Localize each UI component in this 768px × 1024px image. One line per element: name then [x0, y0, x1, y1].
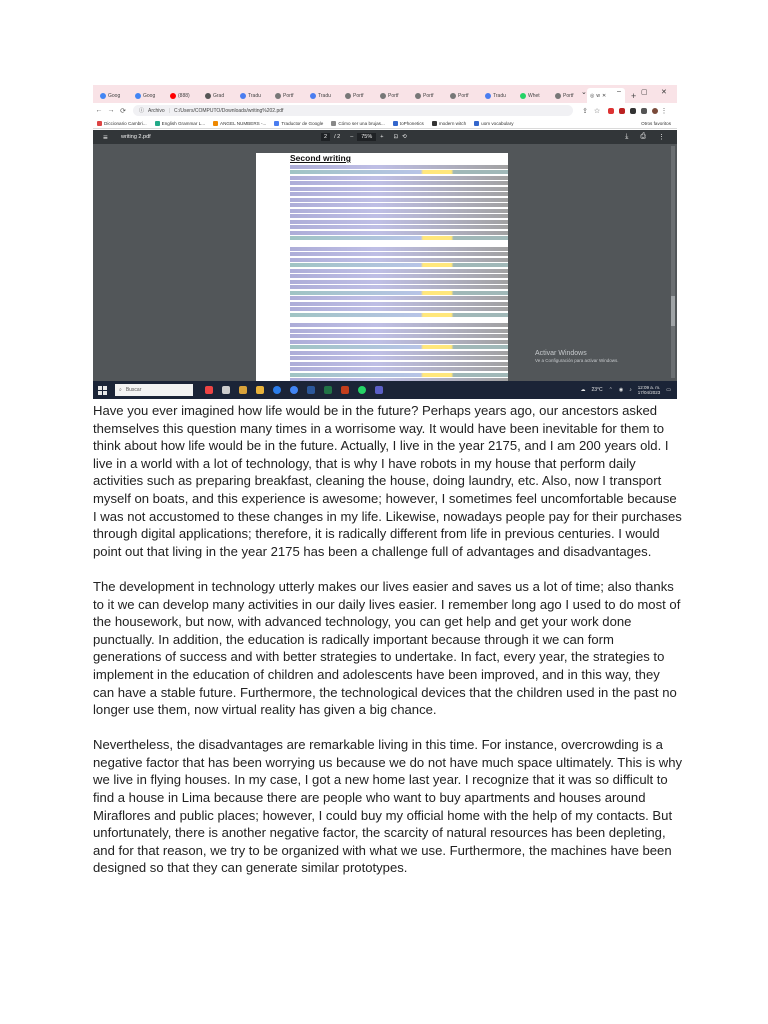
bookmark-item[interactable]	[432, 121, 466, 126]
tab-label: Grad	[213, 92, 225, 99]
pdf-text-line	[290, 340, 508, 344]
pdf-text-line	[290, 334, 508, 338]
tab-favicon-icon	[310, 93, 316, 99]
more-options-icon[interactable]: ⋮	[658, 134, 665, 141]
browser-tab[interactable]	[132, 88, 166, 103]
bookmark-label: Cómo ser una brujas...	[338, 120, 385, 126]
browser-tab[interactable]	[342, 88, 376, 103]
bookmark-favicon-icon	[432, 121, 437, 126]
new-tab-button[interactable]: +	[631, 91, 637, 101]
embedded-screenshot	[93, 85, 677, 399]
extension-red-icon[interactable]	[619, 108, 625, 114]
minimize-icon[interactable]: –	[617, 88, 621, 95]
bookmark-favicon-icon	[274, 121, 279, 126]
pdf-text-line	[290, 373, 508, 377]
bookmark-star-icon[interactable]: ☆	[593, 107, 601, 115]
pdf-text-line	[290, 165, 508, 169]
close-window-icon[interactable]: ✕	[661, 89, 667, 96]
watermark-title: Activar Windows	[535, 350, 587, 357]
pdf-text-line	[290, 236, 508, 240]
pdf-text-line	[290, 247, 508, 251]
bookmark-item[interactable]	[474, 121, 513, 126]
bookmark-favicon-icon	[97, 121, 102, 126]
notifications-icon[interactable]: ▭	[666, 387, 671, 393]
bookmark-favicon-icon	[474, 121, 479, 126]
pdf-paragraph-gap	[290, 240, 508, 245]
tab-label: (888)	[178, 92, 190, 99]
browser-tab[interactable]	[307, 88, 341, 103]
address-scheme: Archivo	[148, 107, 165, 114]
tab-favicon-icon	[135, 93, 141, 99]
bookmark-favicon-icon	[393, 121, 398, 126]
pdf-text-line	[290, 220, 508, 224]
extension-youtube-icon[interactable]	[608, 108, 614, 114]
tray-chevron-icon[interactable]: ⌃	[608, 387, 613, 393]
address-input[interactable]: ⓘ Archivo | C:/Users/COMPUTO/Downloads/writing%202.pdf	[133, 105, 573, 116]
pdf-text-line	[290, 329, 508, 333]
pdf-text-line	[290, 356, 508, 360]
task-view-icon[interactable]	[222, 386, 230, 394]
windows-taskbar	[93, 381, 677, 399]
network-icon[interactable]: ◉	[618, 387, 624, 393]
pdf-text-line	[290, 252, 508, 256]
tab-favicon-icon	[380, 93, 386, 99]
menu-kebab-icon[interactable]: ⋮	[660, 107, 668, 115]
bookmarks-bar	[93, 118, 677, 129]
bookmark-item[interactable]	[393, 121, 424, 126]
pdf-page-title: Second writing	[290, 153, 351, 163]
restore-icon[interactable]: ▢	[641, 89, 648, 96]
volume-icon[interactable]: ♪	[629, 387, 632, 393]
watermark-subtitle: Ve a Configuración para activar Windows.	[535, 358, 619, 363]
weather-icon[interactable]: ☁	[580, 387, 586, 393]
bookmark-label: ANGEL NUMBERS -...	[220, 120, 267, 126]
pdf-text-line	[290, 285, 508, 289]
bookmark-favicon-icon	[155, 121, 160, 126]
tab-label: Whet	[528, 92, 540, 99]
browser-tab[interactable]	[97, 88, 131, 103]
browser-tab[interactable]	[447, 88, 481, 103]
tab-favicon-icon	[520, 93, 526, 99]
forward-arrow-icon[interactable]: →	[107, 107, 115, 114]
pdf-text-line	[290, 225, 508, 229]
pdf-text-line	[290, 313, 508, 317]
taskbar-search-input[interactable]	[115, 384, 193, 396]
pdf-text-line	[290, 214, 508, 218]
pdf-text-line	[290, 367, 508, 371]
zoom-in-icon[interactable]: +	[380, 134, 384, 140]
taskbar-widget-icon[interactable]	[205, 386, 213, 394]
windows-start-icon[interactable]	[98, 386, 107, 395]
tab-favicon-icon	[100, 93, 106, 99]
teams-app-icon[interactable]	[375, 386, 383, 394]
hamburger-menu-icon[interactable]: ≡	[103, 132, 108, 142]
tab-favicon-icon	[275, 93, 281, 99]
pdf-paragraph-gap	[290, 317, 508, 322]
tab-favicon-icon	[170, 93, 176, 99]
essay-paragraph-1: Have you ever imagined how life would be in the future? Perhaps years ago, our ancestors asked themselves this question many times in a worrisome way. It would have been inevitable for them to think about how life would be in the future. Actually, I live in the year 2175, and I am 200 years old. I live in a world with a lot of technology, that is why I have robots in my house that perform daily activities such as preparing breakfast, cleaning the house, doing laundry, etc. Also, now I transport myself on boats, and this experience is awesome; however, I sometimes feel uncomfortable because I was not accustomed to these changes in my life. Likewise, nowadays people pay for their purchases through digital applications; therefore, it is radically different from life in previous centuries. I would point out that living in the year 2175 has been a challenge full of advantages and disadvantages.	[93, 403, 682, 559]
pdf-text-line	[290, 198, 508, 202]
excel-app-icon[interactable]	[324, 386, 332, 394]
powerpoint-app-icon[interactable]	[341, 386, 349, 394]
pdf-text-line	[290, 181, 508, 185]
taskbar-clock[interactable]	[638, 385, 661, 396]
pdf-toolbar	[93, 130, 677, 144]
bookmark-item[interactable]	[213, 121, 266, 126]
tab-search-chevron-icon[interactable]: ⌄	[581, 89, 587, 96]
tab-favicon-icon	[485, 93, 491, 99]
pdf-text-line	[290, 192, 508, 196]
address-bar-row	[93, 103, 677, 118]
tab-label: Portf	[283, 92, 294, 99]
pdf-text-line	[290, 170, 508, 174]
browser-tab[interactable]	[412, 88, 446, 103]
bookmark-label: modern witch	[438, 120, 467, 126]
tab-favicon-icon	[345, 93, 351, 99]
fit-page-icon[interactable]: ⊡	[393, 134, 399, 140]
address-path: C:/Users/COMPUTO/Downloads/writing%202.pdf	[174, 107, 284, 114]
pdf-text-line	[290, 362, 508, 366]
pdf-text-line	[290, 323, 508, 327]
pdf-text-line	[290, 187, 508, 191]
tab-label: Tradu	[248, 92, 261, 99]
tab-label: Portf	[458, 92, 469, 99]
word-app-icon[interactable]	[307, 386, 315, 394]
browser-tab[interactable]	[202, 88, 236, 103]
tab-favicon-icon	[450, 93, 456, 99]
tab-label: Tradu	[493, 92, 506, 99]
search-icon: ⌕	[119, 387, 122, 393]
edge-browser-icon[interactable]	[273, 386, 281, 394]
scrollbar-thumb[interactable]	[671, 296, 675, 326]
bookmark-item[interactable]	[97, 121, 147, 126]
weather-temperature[interactable]: 23°C	[591, 387, 603, 393]
pdf-text-line	[290, 351, 508, 355]
bookmark-label: English Grammar L...	[161, 120, 206, 126]
pdf-text-line	[290, 274, 508, 278]
zoom-level-input[interactable]: 75%	[357, 133, 376, 141]
bookmark-item[interactable]	[274, 121, 323, 126]
tab-favicon-icon	[205, 93, 211, 99]
download-icon[interactable]: ⤓	[625, 133, 629, 140]
tab-label: Goog	[143, 92, 156, 99]
globe-icon: ◎	[590, 92, 595, 99]
pdf-text-line	[290, 203, 508, 207]
pdf-text-line	[290, 269, 508, 273]
bookmark-item[interactable]	[155, 121, 205, 126]
browser-tab[interactable]	[167, 88, 201, 103]
back-arrow-icon[interactable]: ←	[95, 107, 103, 114]
pdf-text-line	[290, 345, 508, 349]
print-icon[interactable]: ⎙	[640, 133, 646, 140]
page-number-input[interactable]: 2	[321, 133, 330, 141]
other-bookmarks-folder[interactable]: Otros favoritos	[641, 120, 671, 126]
tab-label: Tradu	[318, 92, 331, 99]
side-panel-icon[interactable]	[641, 108, 647, 114]
bookmark-label: Traductor de Google	[281, 120, 324, 126]
taskbar-search-placeholder: Buscar	[125, 387, 142, 393]
pdf-viewer	[93, 130, 677, 381]
bookmark-label: toPhonetics	[399, 120, 424, 126]
reload-icon[interactable]: ⟳	[120, 107, 126, 115]
zoom-out-icon[interactable]: –	[350, 134, 354, 140]
browser-tab-strip	[93, 85, 677, 103]
pdf-file-name: writing 2.pdf	[121, 134, 151, 140]
pdf-page-text-block	[290, 165, 508, 382]
windows-activation-watermark	[535, 350, 619, 363]
folder-icon[interactable]	[256, 386, 264, 394]
tab-label: Portf	[563, 92, 574, 99]
tab-label: Portf	[423, 92, 434, 99]
active-tab-label: w	[596, 92, 600, 99]
extensions-puzzle-icon[interactable]	[630, 108, 636, 114]
clock-time: 12:09 a. m.	[637, 384, 661, 390]
info-icon: ⓘ	[139, 108, 145, 114]
tab-label: Goog	[108, 92, 121, 99]
pdf-page	[256, 153, 508, 381]
pdf-scrollbar[interactable]	[671, 146, 675, 378]
pdf-text-line	[290, 231, 508, 235]
essay-body	[93, 402, 683, 895]
browser-tab[interactable]	[517, 88, 551, 103]
browser-tab[interactable]	[272, 88, 306, 103]
pdf-text-line	[290, 280, 508, 284]
pdf-text-line	[290, 296, 508, 300]
tab-favicon-icon	[240, 93, 246, 99]
rotate-icon[interactable]: ⟲	[402, 134, 407, 140]
pdf-text-line	[290, 307, 508, 311]
browser-tab[interactable]	[482, 88, 516, 103]
close-tab-icon[interactable]: ✕	[602, 92, 607, 99]
bookmark-label: Diccionario Cambri...	[104, 120, 147, 126]
pdf-text-line	[290, 258, 508, 262]
file-explorer-icon[interactable]	[239, 386, 247, 394]
tab-label: Portf	[353, 92, 364, 99]
bookmark-item[interactable]	[331, 121, 384, 126]
clock-date: 17/04/2023	[637, 390, 661, 395]
pdf-text-line	[290, 291, 508, 295]
page-total: / 2	[334, 134, 341, 140]
tab-favicon-icon	[415, 93, 421, 99]
tab-favicon-icon	[555, 93, 561, 99]
essay-paragraph-2: The development in technology utterly makes our lives easier and saves us a lot of time; also thanks to it we can develop many activities in our daily lives easier. I remember long ago I used to do most of the housework, but now, with advanced technology, you can get help and get your work done punctually. In addition, the education is radically important because through it we can form generations of success and with better strategies to undertake. In fact, every year, the strategies to implement in the education of children and adolescents have been improved, and in this way, they can have a stable future. Furthermore, the technological devices that the children used in the past no longer use them, now virtual reality has given a big chance.	[93, 578, 681, 718]
tab-label: Portf	[388, 92, 399, 99]
whatsapp-app-icon[interactable]	[358, 386, 366, 394]
bookmark-favicon-icon	[213, 121, 218, 126]
browser-tab[interactable]	[377, 88, 411, 103]
system-tray	[580, 385, 671, 396]
bookmark-label: uom vocabulary	[481, 120, 514, 126]
browser-tab[interactable]	[237, 88, 271, 103]
chrome-browser-icon[interactable]	[290, 386, 298, 394]
share-icon[interactable]: ⇪	[582, 107, 588, 115]
pdf-text-line	[290, 209, 508, 213]
essay-paragraph-3: Nevertheless, the disadvantages are remarkable living in this time. For instance, overcrowding is a negative factor that has been worrying us because we do not have much space ultimately. This is why we live in flying houses. In my case, I got a new home last year. I recognize that it was so difficult to find a house in Lima because there are people who want to buy apartments and houses around Miraflores and public places; however, I could buy my official home with the help of my contacts. But unfortunately, there is another negative factor, the scarcity of natural resources has been depleting, and for that reason, we try to be organized with what we use. Furthermore, the machines have been designed so that they can generate similar prototypes.	[93, 737, 683, 876]
pdf-text-line	[290, 263, 508, 267]
pdf-text-line	[290, 176, 508, 180]
pdf-text-line	[290, 302, 508, 306]
bookmark-favicon-icon	[331, 121, 336, 126]
